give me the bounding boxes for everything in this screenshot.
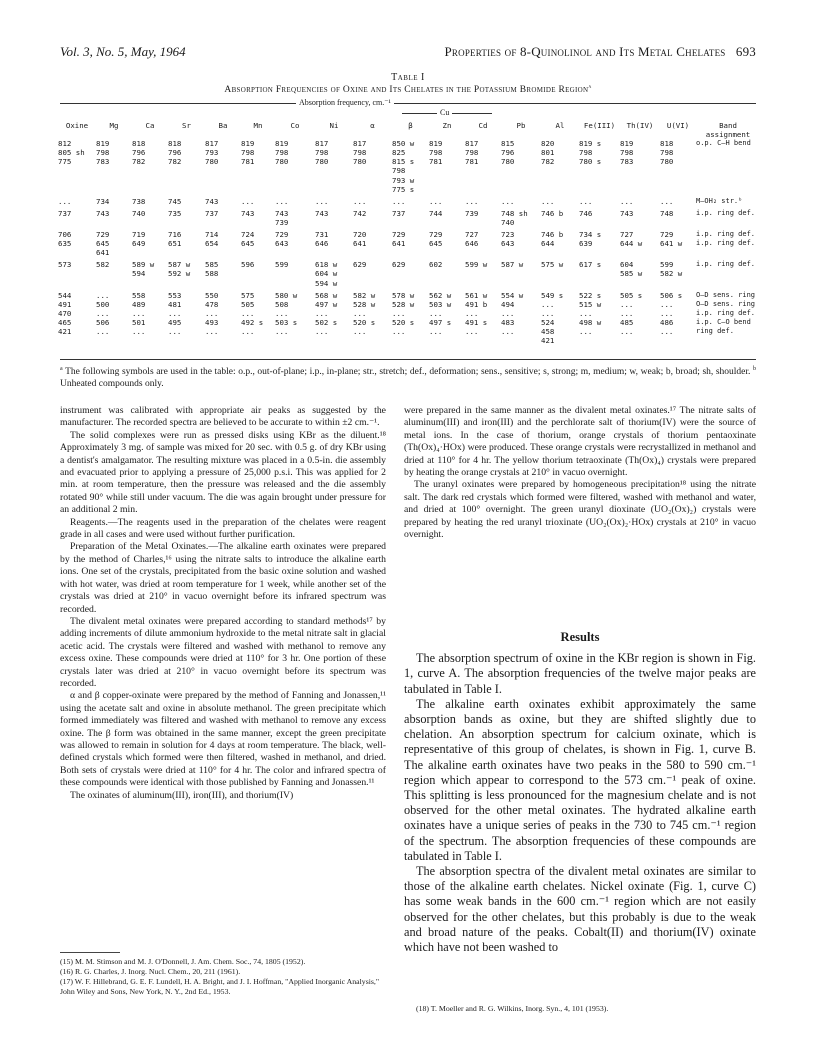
table-cell: 562 w 503 w ... 497 s ... xyxy=(429,290,452,336)
table-cell: 819 798 781 xyxy=(429,139,443,167)
table-cell: ... xyxy=(501,196,515,206)
cu-header: Cu xyxy=(437,108,452,117)
journal-volume: Vol. 3, No. 5, May, 1964 xyxy=(60,44,186,59)
table-cell: 819 798 780 xyxy=(275,139,289,167)
running-header xyxy=(60,44,756,60)
table-cell: ... xyxy=(579,196,593,206)
table-cell: 568 w 497 w ... 502 s ... xyxy=(315,290,338,336)
table-cell: 587 w xyxy=(501,260,524,270)
table-cell: 582 xyxy=(96,260,110,270)
table-top-rule xyxy=(60,103,756,104)
table-cell: 727 644 w xyxy=(620,230,643,249)
right-column-top xyxy=(404,405,756,541)
table-row xyxy=(58,260,760,287)
column-header: Co xyxy=(290,121,300,130)
table-cell: 817 798 780 xyxy=(353,139,367,167)
table-cell: 578 w 528 w ... 520 s ... xyxy=(392,290,415,336)
column-header: Mg xyxy=(109,121,119,130)
references-left xyxy=(60,957,386,997)
column-header: β xyxy=(408,121,413,130)
column-header: Ba xyxy=(218,121,228,130)
band-assignment-cell: M–OH₂ str.ᵇ xyxy=(696,196,743,205)
table-cell: 561 w 491 b ... 491 s ... xyxy=(465,290,488,336)
table-cell: 618 w 604 w 594 w xyxy=(315,260,338,288)
span-header: Absorption frequency, cm.⁻¹ xyxy=(296,98,394,107)
table-cell: 743 xyxy=(315,208,329,218)
table-cell: 544 491 470 465 421 xyxy=(58,290,72,336)
table-cell: 746 xyxy=(579,208,593,218)
table-cell: 629 xyxy=(392,260,406,270)
band-assignment-cell: O–D sens. ring O–D sens. ring i.p. ring def. i.p. C–O bend ring def. xyxy=(696,290,756,335)
reference: (17) W. F. Hillebrand, G. E. F. Lundell, H. A. Bright, and J. I. Hoffman, "Applied Inorganic Analysis," John Wiley and Sons, New York, N. Y., 2nd Ed., 1953. xyxy=(60,977,380,996)
table-cell: ... xyxy=(620,196,634,206)
band-assignment-cell: i.p. ring def. xyxy=(696,260,756,269)
table-cell: 582 w 528 w ... 520 s ... xyxy=(353,290,376,336)
table-cell: 738 xyxy=(132,196,146,206)
column-header: Th(IV) xyxy=(626,121,654,130)
table-cell: 724 645 xyxy=(241,230,255,249)
table-title: Absorption Frequencies of Oxine and Its Chelates in the Potassium Bromide Region$^a$ xyxy=(224,84,592,96)
footnote-b: Unheated compounds only. xyxy=(60,379,164,390)
table-cell: 558 489 ... 501 ... xyxy=(132,290,146,336)
table-cell: 748 sh 740 xyxy=(501,208,528,227)
table-cell: 587 w 592 w xyxy=(168,260,191,279)
column-header: Pb xyxy=(516,121,526,130)
column-header: α xyxy=(370,121,375,130)
table-cell: 744 xyxy=(429,208,443,218)
paragraph: The solid complexes were run as pressed disks using KBr as the diluent.¹⁸ Approximately 3 mg. of sample was mixed for 20 sec. with 0.5 g. of dry KBr using a dentist's amalgamator. The resulting mixture was placed in a 0.5-in. die assembly and evacuated prior to applying a pressure of 25,000 p.s.i. This was applied for 2 min. at room temperature, then the pressure was released and the die assembly rotated 90° while still under vacuum. The die was again brought under pressure for an additional 2 min. xyxy=(60,429,386,516)
paragraph: The alkaline earth oxinates exhibit approximately the same absorption bands as oxine, but they are shifted slightly due to chelation. An absorption spectrum for calcium oxinate, which is representative of this group of chelates, is shown in Fig. 1, curve B. The alkaline earth oxinates have two peaks in the 580 to 590 cm.⁻¹ region which appear to correspond to the 573 cm.⁻¹ peak of oxine. This splitting is less pronounced for the magnesium chelate and is not observed for the other metal oxinates. The hydrated alkaline earth oxinates have a unique series of peaks in the 730 to 745 cm.⁻¹ region of the spectrum. The absorption frequencies of these compounds are tabulated in Table I. xyxy=(404,696,756,863)
table-cell: 820 801 782 xyxy=(541,139,555,167)
table-cell: 737 xyxy=(205,208,219,218)
reference: (15) M. M. Stimson and M. J. O'Donnell, J. Am. Chem. Soc., 74, 1805 (1952). xyxy=(60,957,306,966)
left-column xyxy=(60,405,386,802)
paragraph: instrument was calibrated with appropriate air peaks as suggested by the manufacturer. The recorded spectra are believed to be accurate to within ±2 cm.⁻¹. xyxy=(60,405,386,429)
table-cell: 617 s xyxy=(579,260,602,270)
column-header: U(VI) xyxy=(666,121,690,130)
table-cell: 714 654 xyxy=(205,230,219,249)
table-cell: 720 641 xyxy=(353,230,367,249)
column-header: Fe(III) xyxy=(583,121,616,130)
table-cell: 575 505 ... 492 s ... xyxy=(241,290,264,336)
table-cell: 731 646 xyxy=(315,230,329,249)
table-cell: 819 s 798 780 s xyxy=(579,139,602,167)
table-cell: ... xyxy=(315,196,329,206)
table-cell: 554 w 494 ... 483 ... xyxy=(501,290,524,336)
table-cell: 817 793 780 xyxy=(205,139,219,167)
table-cell: 743 xyxy=(241,208,255,218)
paragraph: α and β copper-oxinate were prepared by the method of Fanning and Jonassen,¹¹ using the acetate salt and oxine in absolute methanol. The green precipitate which formed immediately was filtered and washed with methanol to remove any excess oxine. The β form was obtained in the same manner, except the green precipitate was allowed to remain in solution for 4 days at room temperature. The black, well-defined crystals which formed were then filtered, washed in methanol, and dried. Both sets of crystals were dried at 110° for 4 hr. The color and infrared spectra of these compounds were identical with those published by Fanning and Jonassen.¹¹ xyxy=(60,690,386,789)
table-cell: 716 651 xyxy=(168,230,182,249)
table-cell: 748 xyxy=(660,208,674,218)
column-header: Band assignment xyxy=(705,121,751,140)
table-footnotes: $^a$ The following symbols are used in the table: o.p., out-of-plane; i.p., in-plane; str., stretch; def., deformation; sens., sensitive; s, strong; m, medium; w, weak; b, broad; sh, shoulder. $^b$ Unheated compounds only. xyxy=(60,366,756,390)
table-cell: 735 xyxy=(168,208,182,218)
table-cell: ... xyxy=(660,196,674,206)
table-cell: 522 s 515 w ... 498 w ... xyxy=(579,290,602,336)
band-assignment-cell: i.p. ring def. xyxy=(696,208,756,217)
table-cell: 729 645 641 xyxy=(96,230,110,258)
table-cell: 743 xyxy=(96,208,110,218)
column-header: Cd xyxy=(478,121,488,130)
table-cell: 599 582 w xyxy=(660,260,683,279)
table-cell: 505 s ... ... 485 ... xyxy=(620,290,643,336)
table-cell: 629 xyxy=(353,260,367,270)
table-cell: 602 xyxy=(429,260,443,270)
table-cell: ... xyxy=(275,196,289,206)
table-row xyxy=(58,291,760,346)
paragraph: The divalent metal oxinates were prepared according to standard methods¹⁷ by adding increments of dilute ammonium hydroxide to the metal nitrate salt in glacial acetic acid. The crystals were filtered and washed with methanol to remove any excess oxine. These compounds were dried at 110° for 3 hr. One portion of these crystals later was dried at 210° in vacuo overnight before its spectrum was recorded. xyxy=(60,615,386,689)
table-cell: 550 478 ... 493 ... xyxy=(205,290,219,336)
table-cell: 589 w 594 xyxy=(132,260,155,279)
table-cell: 819 798 783 xyxy=(96,139,110,167)
table-cell: 596 xyxy=(241,260,255,270)
table-cell: 812 805 sh 775 xyxy=(58,139,85,167)
table-cell: 599 w xyxy=(465,260,488,270)
table-cell: 817 798 780 xyxy=(315,139,329,167)
table-cell: 706 635 xyxy=(58,230,72,249)
table-cell: 850 w 825 815 s 798 793 w 775 s xyxy=(392,139,415,194)
table-cell: 737 xyxy=(58,208,72,218)
table-cell: 580 w 508 ... 503 s ... xyxy=(275,290,298,336)
reference: (16) R. G. Charles, J. Inorg. Nucl. Chem., 20, 211 (1961). xyxy=(60,967,241,976)
table-cell: ... xyxy=(429,196,443,206)
band-assignment-cell: i.p. ring def. i.p. ring def. xyxy=(696,230,756,248)
reference: (18) T. Moeller and R. G. Wilkins, Inorg. Syn., 4, 101 (1953). xyxy=(416,1004,609,1013)
table-cell: 729 645 xyxy=(429,230,443,249)
table-cell: 746 b 644 xyxy=(541,230,564,249)
absorption-table xyxy=(58,121,760,345)
column-header: Ni xyxy=(329,121,339,130)
paragraph: The absorption spectrum of oxine in the KBr region is shown in Fig. 1, curve A. The absorption frequencies of the twelve major peaks are tabulated in Table I. xyxy=(404,651,756,696)
paragraph: The uranyl oxinates were prepared by homogeneous precipitation¹⁸ using the nitrate salt. The dark red crystals which formed were filtered, washed with methanol and water, and dried at 100° overnight. The green uranyl dioxinate (UO₂(Ox)₂) crystals were prepared by heating the red uranyl trioxinate (UO₂(Ox)₂·HOx) crystals at 210° in vacuo overnight. xyxy=(404,479,756,541)
paragraph: were prepared in the same manner as the divalent metal oxinates.¹⁷ The nitrate salts of aluminum(III) and iron(III) and the perchlorate salt of thorium(IV) were the source of metal ions. In the case of thorium, orange crystals of thorium pentaoxinate (Th(Ox)₄·HOx) were produced. These orange crystals were recrystallized in methanol and dried at 110° for 4 hr. The yellow thorium tetraoxinate (Th(Ox)₄) crystals were prepared by heating the orange crystals at 210° in vacuo overnight. xyxy=(404,405,756,479)
table-cell: 549 s ... ... 524 458 421 xyxy=(541,290,564,346)
table-row xyxy=(58,209,760,227)
column-header: Zn xyxy=(442,121,452,130)
table-bottom-rule xyxy=(60,359,756,360)
table-cell: 743 739 xyxy=(275,208,289,227)
table-cell: 729 641 xyxy=(392,230,406,249)
table-cell: 742 xyxy=(353,208,367,218)
table-cell: 719 649 xyxy=(132,230,146,249)
article-running-title: Properties of 8-Quinolinol and Its Metal Chelates 693 xyxy=(444,44,756,59)
table-cell: 737 xyxy=(392,208,406,218)
table-cell: 743 xyxy=(620,208,634,218)
column-header: Mn xyxy=(253,121,263,130)
table-cell: 818 796 782 xyxy=(132,139,146,167)
paragraph: The oxinates of aluminum(III), iron(III), and thorium(IV) xyxy=(70,789,294,801)
table-number: Table I xyxy=(391,72,425,83)
column-header: Al xyxy=(555,121,565,130)
table-cell: 723 643 xyxy=(501,230,515,249)
table-cell: ... xyxy=(241,196,255,206)
table-cell: ... xyxy=(541,196,555,206)
table-cell: ... xyxy=(58,196,72,206)
table-cell: 553 481 ... 495 ... xyxy=(168,290,182,336)
table-cell: 740 xyxy=(132,208,146,218)
band-assignment-cell: o.p. C–H bend xyxy=(696,139,751,148)
results-heading: Results xyxy=(560,630,600,644)
column-header: Oxine xyxy=(65,121,89,130)
table-cell: 815 796 780 xyxy=(501,139,515,167)
paragraph: Preparation of the Metal Oxinates.—The alkaline earth oxinates were prepared by the method of Charles,¹⁶ using the nitrate salts to introduce the alkaline earth ions. One set of the crystals, precipitated from the basic oxine solution and washed with hot water, was dried at room temperature for 1 week, while another set of the crystals was dried at 210° in vacuo overnight before its infrared spectrum was recorded. xyxy=(60,541,386,615)
table-cell: 746 b xyxy=(541,208,564,218)
table-row xyxy=(58,230,760,257)
results-section xyxy=(404,622,756,955)
table-cell: ... xyxy=(353,196,367,206)
page-number: 693 xyxy=(735,44,756,59)
table-cell: 819 798 783 xyxy=(620,139,634,167)
table-cell: 734 s 639 xyxy=(579,230,602,249)
table-cell: 585 588 xyxy=(205,260,219,279)
table-cell: 745 xyxy=(168,196,182,206)
table-cell: 604 585 w xyxy=(620,260,643,279)
table-cell: ... 500 ... 506 ... xyxy=(96,290,110,336)
table-cell: 818 796 782 xyxy=(168,139,182,167)
table-row xyxy=(58,139,760,194)
table-header-row xyxy=(58,121,760,139)
table-cell: 734 xyxy=(96,196,110,206)
table-cell: 739 xyxy=(465,208,479,218)
footnote-separator xyxy=(60,952,120,953)
table-cell: 819 798 781 xyxy=(241,139,255,167)
table-cell: 727 646 xyxy=(465,230,479,249)
table-cell: 729 641 w xyxy=(660,230,683,249)
table-cell: 575 w xyxy=(541,260,564,270)
table-row xyxy=(58,197,760,206)
column-header: Ca xyxy=(145,121,155,130)
paragraph: The absorption spectra of the divalent metal oxinates are similar to those of the alkaline earth chelates. Nickel oxinate (Fig. 1, curve C) has some weak bands in the 600 cm.⁻¹ region which are not easily observed for the other chelates, but this probably is due to the weak and broad nature of the peaks. Cobalt(II) and thorium(IV) oxinate which have not been washed to xyxy=(404,864,756,955)
table-cell: 743 xyxy=(205,196,219,206)
table-cell: 729 643 xyxy=(275,230,289,249)
table-cell: 573 xyxy=(58,260,72,270)
table-cell: 817 798 781 xyxy=(465,139,479,167)
table-cell: ... xyxy=(465,196,479,206)
table-cell: 599 xyxy=(275,260,289,270)
table-cell: 506 s ... ... 486 ... xyxy=(660,290,683,336)
table-cell: ... xyxy=(392,196,406,206)
table-cell: 818 798 780 xyxy=(660,139,674,167)
column-header: Sr xyxy=(182,121,191,130)
references-right xyxy=(416,1004,756,1014)
paragraph: Reagents.—The reagents used in the preparation of the chelates were reagent grade in all cases and were used without further purification. xyxy=(60,516,386,541)
footnote-a: The following symbols are used in the table: o.p., out-of-plane; i.p., in-plane; str., stretch; def., deformation; sens., sensitive; s, strong; m, medium; w, weak; b, broad; sh, shoulder. xyxy=(65,367,751,378)
